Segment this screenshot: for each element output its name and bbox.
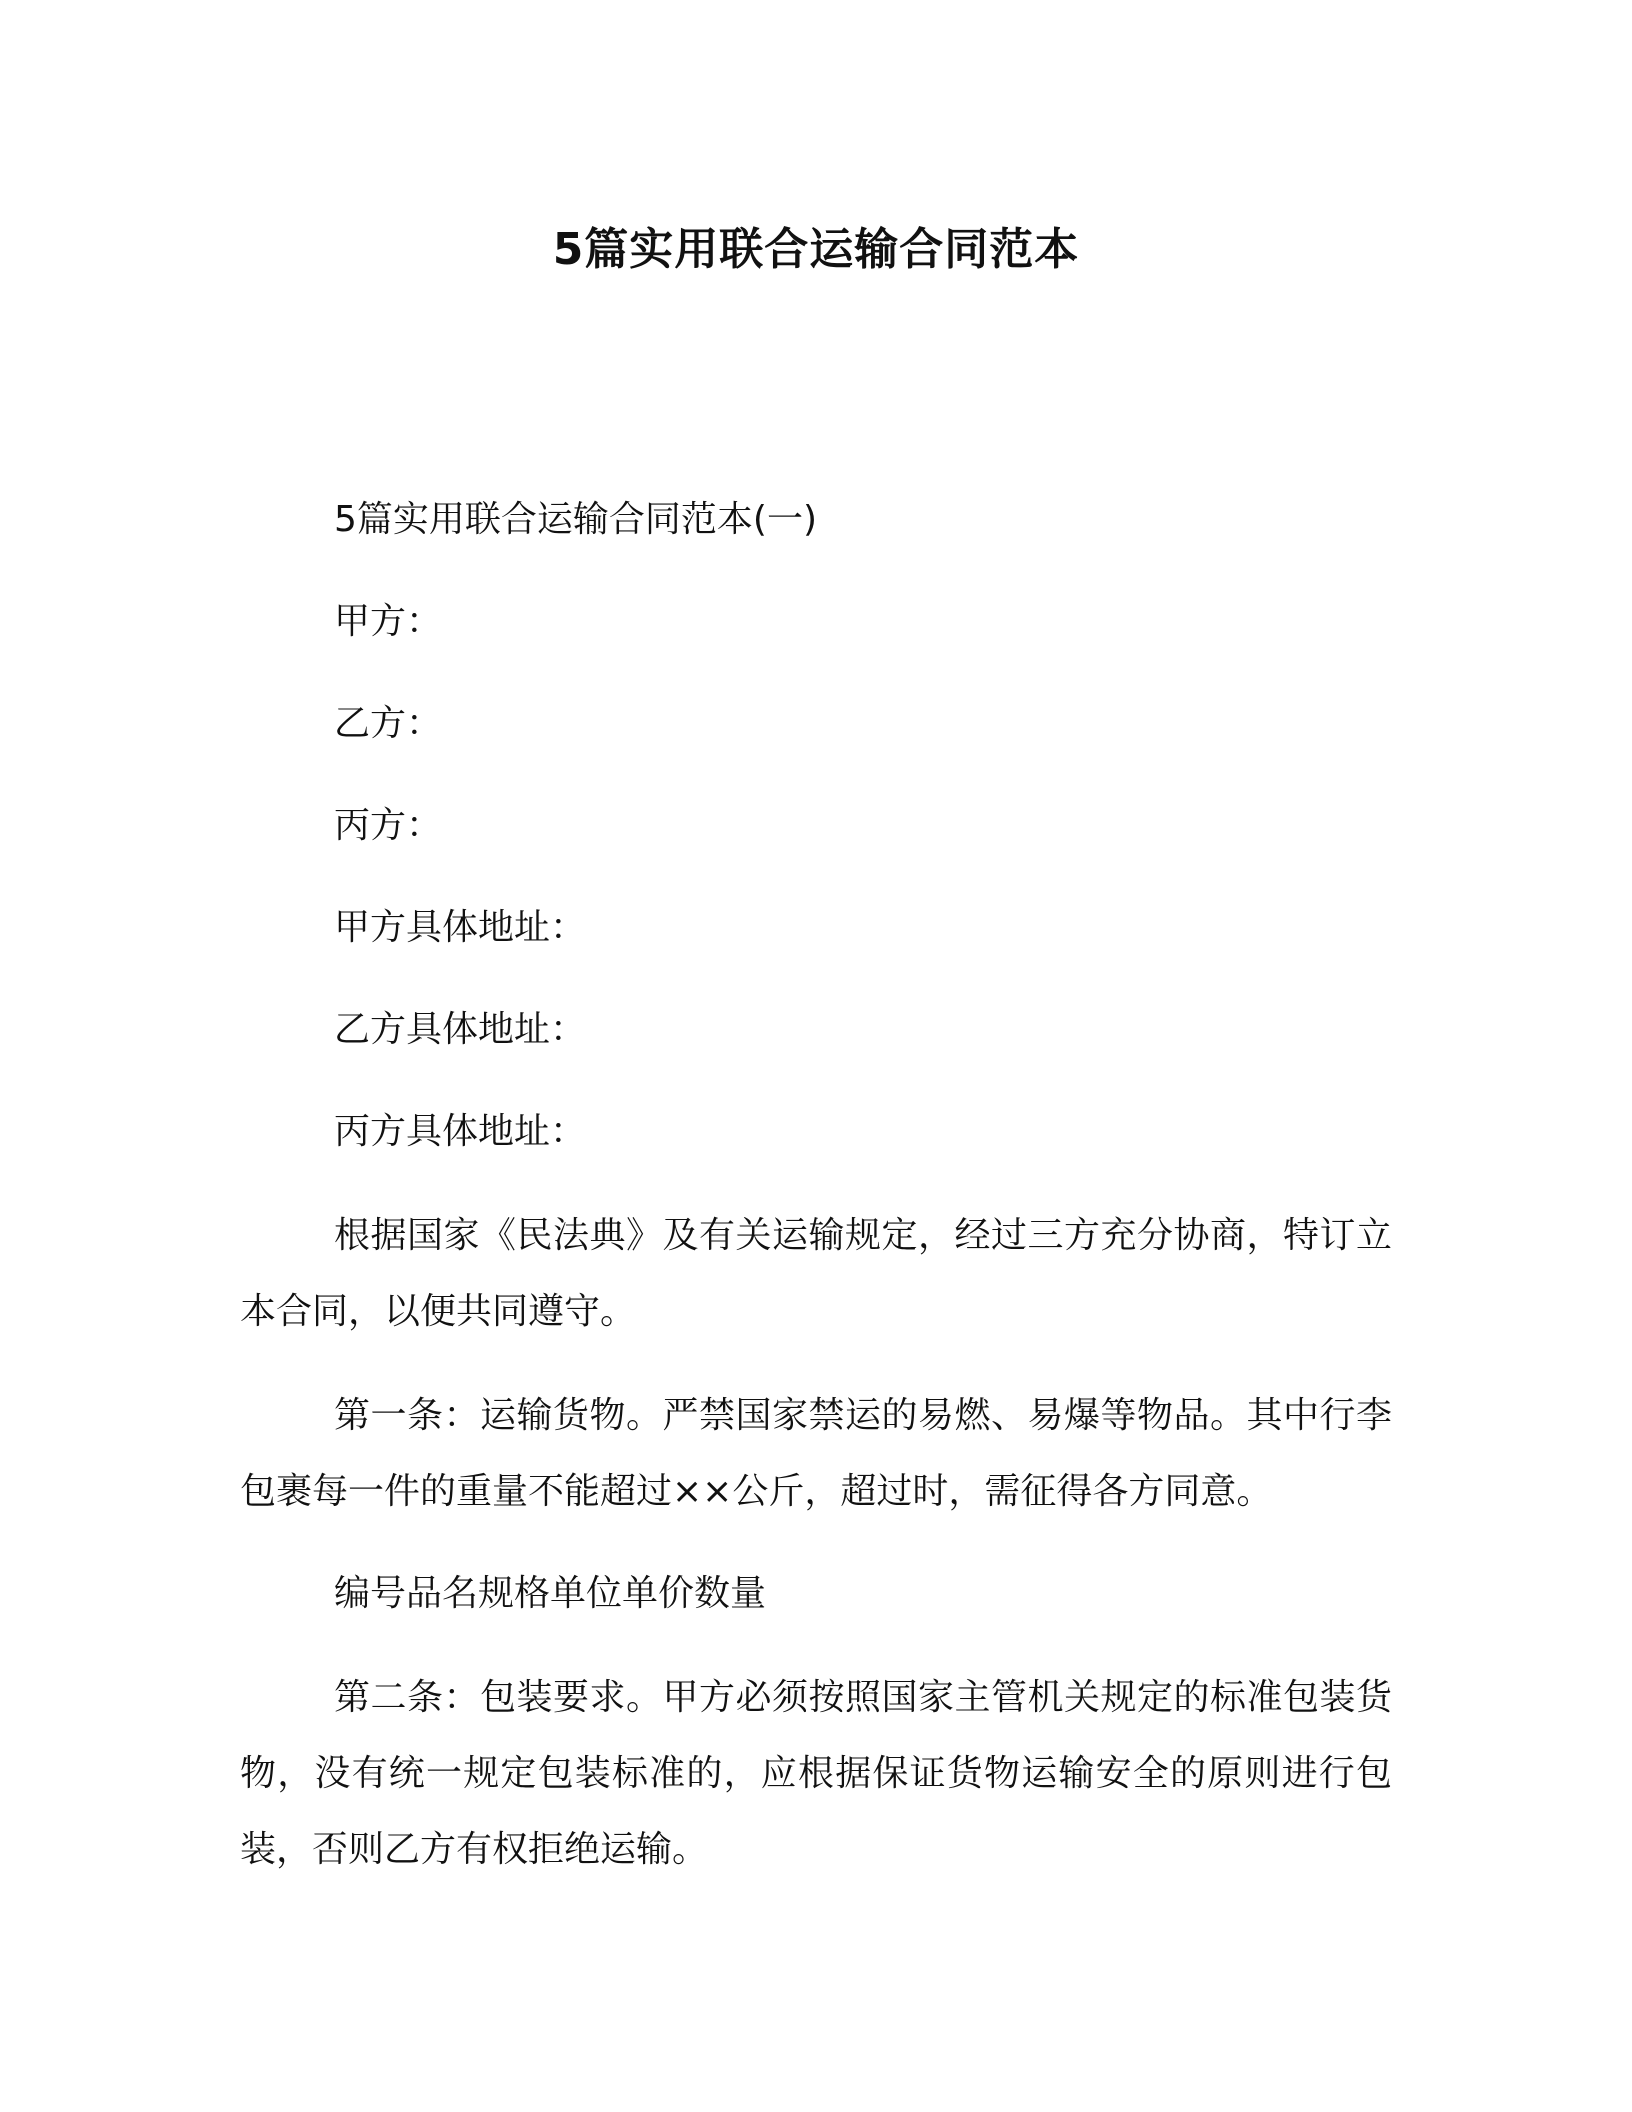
article-1-paragraph: 第一条：运输货物。严禁国家禁运的易燃、易爆等物品。其中行李包裹每一件的重量不能超过××公斤，超过时，需征得各方同意。	[240, 1395, 1392, 1512]
party-b-address-field: 乙方具体地址：	[334, 1009, 587, 1050]
preamble-paragraph: 根据国家《民法典》及有关运输规定，经过三方充分协商，特订立本合同，以便共同遵守。	[240, 1215, 1392, 1332]
goods-table-header: 编号品名规格单位单价数量	[334, 1573, 767, 1614]
party-c-address-field: 丙方具体地址：	[334, 1111, 587, 1152]
party-a-address-field: 甲方具体地址：	[334, 907, 587, 948]
document-title: 5篇实用联合运输合同范本	[552, 224, 1080, 275]
section-heading: 5篇实用联合运输合同范本(一)	[334, 499, 817, 540]
article-2-paragraph: 第二条：包装要求。甲方必须按照国家主管机关规定的标准包装货物，没有统一规定包装标准的，应根据保证货物运输安全的原则进行包装，否则乙方有权拒绝运输。	[240, 1677, 1392, 1870]
party-c-field: 丙方：	[334, 805, 443, 846]
party-b-field: 乙方：	[334, 703, 443, 744]
party-a-field: 甲方：	[334, 601, 443, 642]
